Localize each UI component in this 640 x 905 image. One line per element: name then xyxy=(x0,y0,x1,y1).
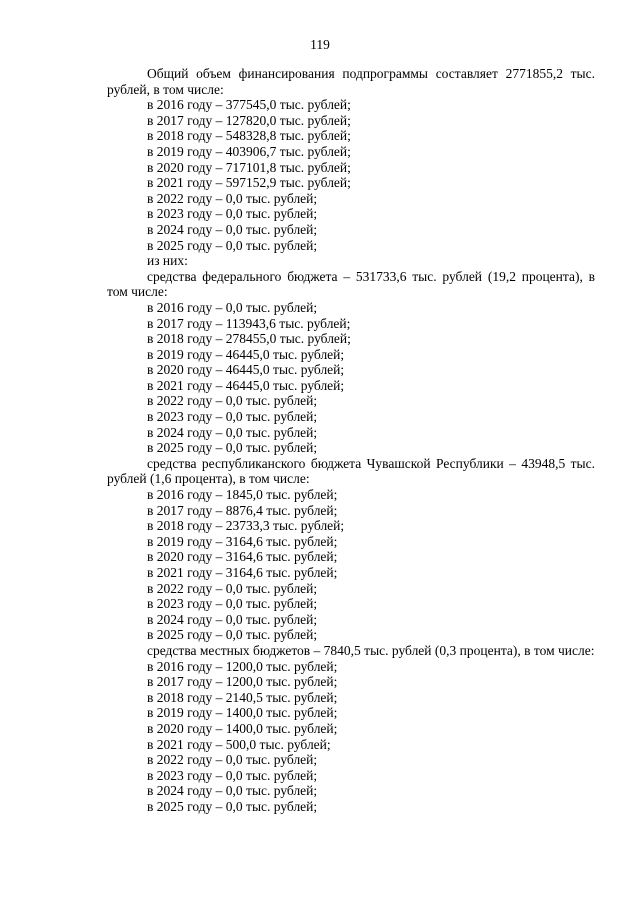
list-item: в 2018 году – 548328,8 тыс. рублей; xyxy=(147,128,351,144)
list-item: в 2024 году – 0,0 тыс. рублей; xyxy=(147,424,318,440)
list-item: в 2017 году – 8876,4 тыс. рублей; xyxy=(147,502,338,518)
list-item: в 2023 году – 0,0 тыс. рублей; xyxy=(147,206,318,222)
list-item: в 2024 году – 0,0 тыс. рублей; xyxy=(147,221,318,237)
list-item: в 2019 году – 46445,0 тыс. рублей; xyxy=(147,346,345,362)
local-years-list xyxy=(107,659,595,815)
list-item: в 2016 году – 377545,0 тыс. рублей; xyxy=(147,97,351,113)
list-item: в 2022 году – 0,0 тыс. рублей; xyxy=(147,393,318,409)
list-item: в 2020 году – 46445,0 тыс. рублей; xyxy=(147,362,345,378)
page-number: 119 xyxy=(310,37,330,52)
list-item: в 2023 году – 0,0 тыс. рублей; xyxy=(147,409,318,425)
list-item: в 2018 году – 23733,3 тыс. рублей; xyxy=(147,518,345,534)
federal-years-list xyxy=(107,300,595,456)
list-item: в 2018 году – 2140,5 тыс. рублей; xyxy=(147,689,338,705)
list-item: в 2017 году – 113943,6 тыс. рублей; xyxy=(147,315,351,331)
local-budget-paragraph: средства местных бюджетов – 7840,5 тыс. рублей (0,3 процента), в том числе: xyxy=(147,642,595,658)
list-item: в 2020 году – 717101,8 тыс. рублей; xyxy=(147,159,351,175)
list-item: в 2017 году – 1200,0 тыс. рублей; xyxy=(147,674,338,690)
list-item: в 2018 году – 278455,0 тыс. рублей; xyxy=(147,331,351,347)
list-item: в 2025 году – 0,0 тыс. рублей; xyxy=(147,627,318,643)
list-item: в 2024 году – 0,0 тыс. рублей; xyxy=(147,783,318,799)
list-item: в 2021 году – 46445,0 тыс. рублей; xyxy=(147,377,345,393)
list-item: в 2023 году – 0,0 тыс. рублей; xyxy=(147,767,318,783)
list-item: в 2020 году – 1400,0 тыс. рублей; xyxy=(147,720,338,736)
republic-years-list xyxy=(107,487,595,643)
list-item: в 2021 году – 3164,6 тыс. рублей; xyxy=(147,565,338,580)
list-item: в 2023 году – 0,0 тыс. рублей; xyxy=(147,596,318,612)
document-body xyxy=(107,66,595,815)
list-item: в 2022 году – 0,0 тыс. рублей; xyxy=(147,580,318,596)
list-item: в 2025 году – 0,0 тыс. рублей; xyxy=(147,798,318,814)
list-item: в 2025 году – 0,0 тыс. рублей; xyxy=(147,440,318,456)
list-item: в 2022 году – 0,0 тыс. рублей; xyxy=(147,190,318,206)
total-years-list xyxy=(107,97,595,253)
list-item: в 2021 году – 597152,9 тыс. рублей; xyxy=(147,175,351,191)
list-item: в 2019 году – 403906,7 тыс. рублей; xyxy=(147,143,351,159)
of-which-label: из них: xyxy=(147,253,188,269)
list-item: в 2016 году – 1200,0 тыс. рублей; xyxy=(147,658,338,674)
list-item: в 2016 году – 0,0 тыс. рублей; xyxy=(147,299,318,315)
intro-paragraph: Общий объем финансирования подпрограммы составляет 2771855,2 тыс. рублей, в том числе: xyxy=(107,66,595,97)
list-item: в 2019 году – 3164,6 тыс. рублей; xyxy=(147,533,338,549)
list-item: в 2019 году – 1400,0 тыс. рублей; xyxy=(147,705,338,721)
list-item: в 2017 году – 127820,0 тыс. рублей; xyxy=(147,112,351,128)
list-item: в 2022 году – 0,0 тыс. рублей; xyxy=(147,752,318,768)
republic-budget-paragraph: средства республиканского бюджета Чувашской Республики – 43948,5 тыс. рублей (1,6 процента), в том числе: xyxy=(107,455,595,487)
list-item: в 2021 году – 500,0 тыс. рублей; xyxy=(147,736,331,752)
list-item: в 2020 году – 3164,6 тыс. рублей; xyxy=(147,549,338,565)
list-item: в 2025 году – 0,0 тыс. рублей; xyxy=(147,237,318,253)
list-item: в 2016 году – 1845,0 тыс. рублей; xyxy=(147,487,338,503)
list-item: в 2024 году – 0,0 тыс. рублей; xyxy=(147,611,318,627)
federal-budget-paragraph: средства федерального бюджета – 531733,6 тыс. рублей (19,2 процента), в том числе: xyxy=(107,268,595,300)
